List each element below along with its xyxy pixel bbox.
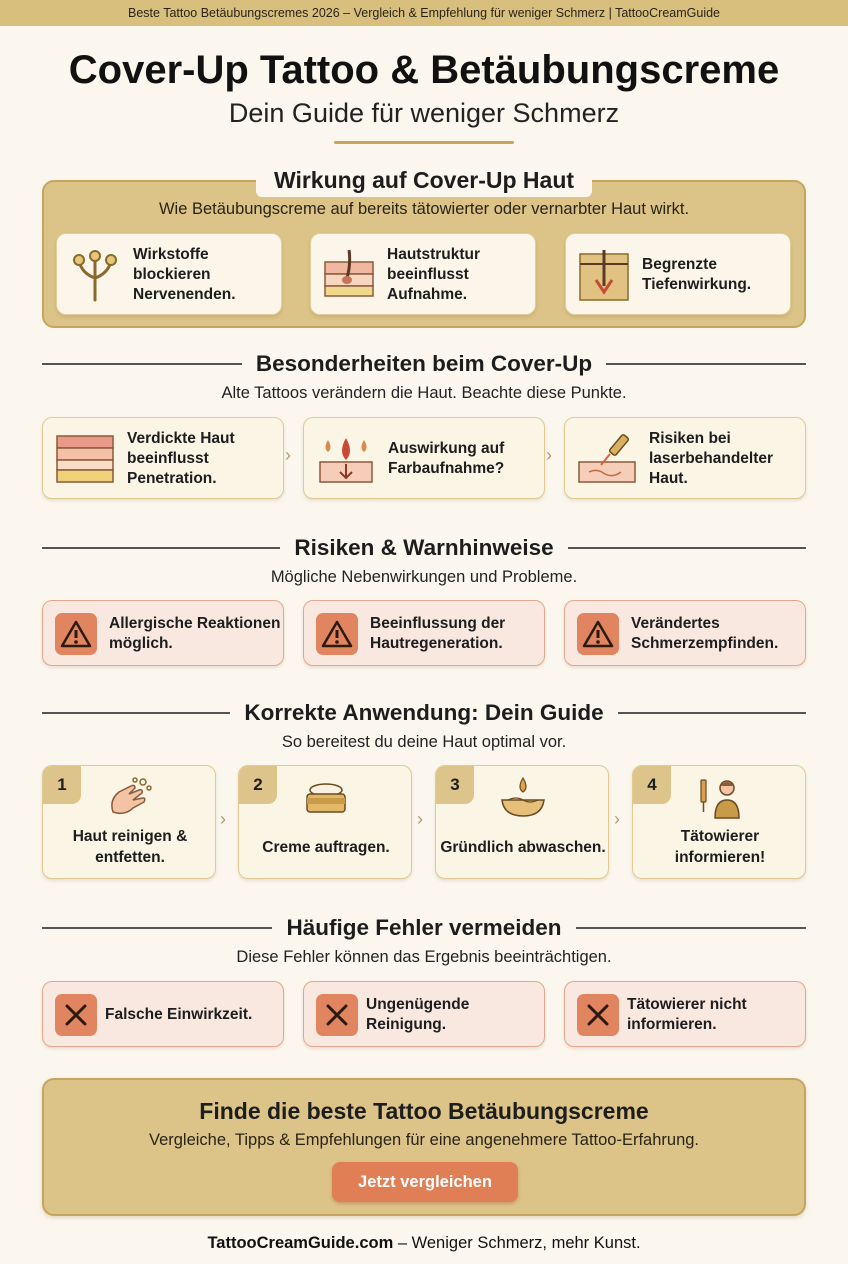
risk-card [564, 600, 806, 666]
cream-jar-icon [301, 776, 351, 820]
thick-skin-icon [55, 432, 115, 486]
page-subtitle: Dein Guide für weniger Schmerz [228, 98, 620, 128]
specifics-card [303, 417, 545, 499]
effect-card-label: Begrenzte Tiefenwirkung. [642, 255, 752, 293]
x-mark-icon [577, 994, 619, 1036]
divider-line [42, 712, 230, 714]
risks-header [42, 533, 806, 563]
risks-heading: Risiken & Warnhinweise [294, 535, 554, 560]
water-bowl-icon [498, 776, 548, 820]
title-divider [334, 141, 514, 144]
specifics-heading: Besonderheiten beim Cover-Up [255, 351, 593, 376]
cta-title: Finde die beste Tattoo Betäubungscreme [199, 1098, 649, 1124]
specifics-card-label: Risiken bei laserbehandelter Haut. [649, 429, 774, 488]
x-mark-icon [316, 994, 358, 1036]
effect-card [56, 233, 282, 315]
risk-card [303, 600, 545, 666]
mistake-card [303, 981, 545, 1047]
depth-arrow-icon [576, 248, 632, 304]
step-label: Gründlich abwaschen. [440, 838, 606, 856]
guide-step [632, 765, 806, 879]
tattoo-artist-icon [695, 776, 745, 820]
risk-card-label: Allergische Reaktionen möglich. [109, 614, 281, 652]
warning-icon [316, 613, 358, 655]
skin-layer-hair-icon [321, 248, 377, 304]
top-banner: Beste Tattoo Betäubungscremes 2026 – Vergleich & Empfehlung für weniger Schmerz | TattooCreamGuide [0, 0, 848, 26]
warning-icon [55, 613, 97, 655]
nerve-icon [67, 248, 123, 304]
divider-line [606, 363, 806, 365]
effect-card [310, 233, 536, 315]
guide-step [238, 765, 412, 879]
divider-line [42, 363, 242, 365]
mistake-card-label: Tätowierer nicht informieren. [627, 995, 747, 1033]
ink-drops-icon [316, 432, 376, 486]
risk-card-label: Verändertes Schmerzempfinden. [631, 614, 779, 652]
specifics-card-label: Verdickte Haut beeinflusst Penetration. [127, 429, 235, 488]
divider-line [42, 547, 280, 549]
step-number: 2 [239, 766, 277, 804]
washing-hands-icon [105, 776, 155, 820]
mistakes-heading: Häufige Fehler vermeiden [286, 915, 562, 940]
mistake-card-label: Falsche Einwirkzeit. [105, 1005, 253, 1023]
mistakes-subheading: Diese Fehler können das Ergebnis beeinträchtigen. [236, 948, 612, 966]
footer-site-link[interactable]: TattooCreamGuide.com [207, 1234, 394, 1252]
chevron-right-icon: › [285, 445, 291, 465]
guide-step [435, 765, 609, 879]
divider-line [576, 927, 806, 929]
mistake-card [564, 981, 806, 1047]
cta-panel [42, 1078, 806, 1216]
footer-tagline: – Weniger Schmerz, mehr Kunst. [393, 1234, 641, 1252]
chevron-right-icon: › [546, 445, 552, 465]
specifics-card [564, 417, 806, 499]
effect-card-label: Hautstruktur beeinflusst Aufnahme. [387, 245, 481, 304]
step-number: 1 [43, 766, 81, 804]
effect-card [565, 233, 791, 315]
step-number: 4 [633, 766, 671, 804]
effect-card-label: Wirkstoffe blockieren Nervenenden. [133, 245, 236, 304]
guide-subheading: So bereitest du deine Haut optimal vor. [281, 733, 567, 751]
specifics-card-label: Auswirkung auf Farbaufnahme? [388, 439, 505, 477]
cta-subtitle: Vergleiche, Tipps & Empfehlungen für eine angenehmere Tattoo-Erfahrung. [148, 1131, 700, 1149]
mistake-card-label: Ungenügende Reinigung. [366, 995, 470, 1033]
compare-now-button[interactable]: Jetzt vergleichen [332, 1162, 518, 1202]
chevron-right-icon: › [417, 809, 423, 829]
specifics-header [42, 349, 806, 379]
guide-header [42, 698, 806, 728]
mistakes-header [42, 913, 806, 943]
effect-subheading: Wie Betäubungscreme auf bereits tätowierter oder vernarbter Haut wirkt. [158, 200, 690, 218]
step-label: Creme auftragen. [262, 838, 390, 856]
risk-card [42, 600, 284, 666]
risks-subheading: Mögliche Nebenwirkungen und Probleme. [270, 568, 578, 586]
divider-line [568, 547, 806, 549]
x-mark-icon [55, 994, 97, 1036]
chevron-right-icon: › [220, 809, 226, 829]
divider-line [618, 712, 806, 714]
warning-icon [577, 613, 619, 655]
specifics-subheading: Alte Tattoos verändern die Haut. Beachte diese Punkte. [221, 384, 627, 402]
mistake-card [42, 981, 284, 1047]
guide-heading: Korrekte Anwendung: Dein Guide [244, 700, 604, 725]
risk-card-label: Beeinflussung der Hautregeneration. [370, 614, 506, 652]
guide-step [42, 765, 216, 879]
step-label: Haut reinigen & entfetten. [72, 828, 188, 866]
laser-skin-icon [577, 432, 637, 486]
step-number: 3 [436, 766, 474, 804]
chevron-right-icon: › [614, 809, 620, 829]
effect-heading: Wirkung auf Cover-Up Haut [256, 163, 592, 197]
divider-line [42, 927, 272, 929]
step-label: Tätowierer informieren! [674, 828, 766, 866]
page-title: Cover-Up Tattoo & Betäubungscreme [68, 48, 780, 92]
specifics-card [42, 417, 284, 499]
footer [0, 1234, 848, 1253]
